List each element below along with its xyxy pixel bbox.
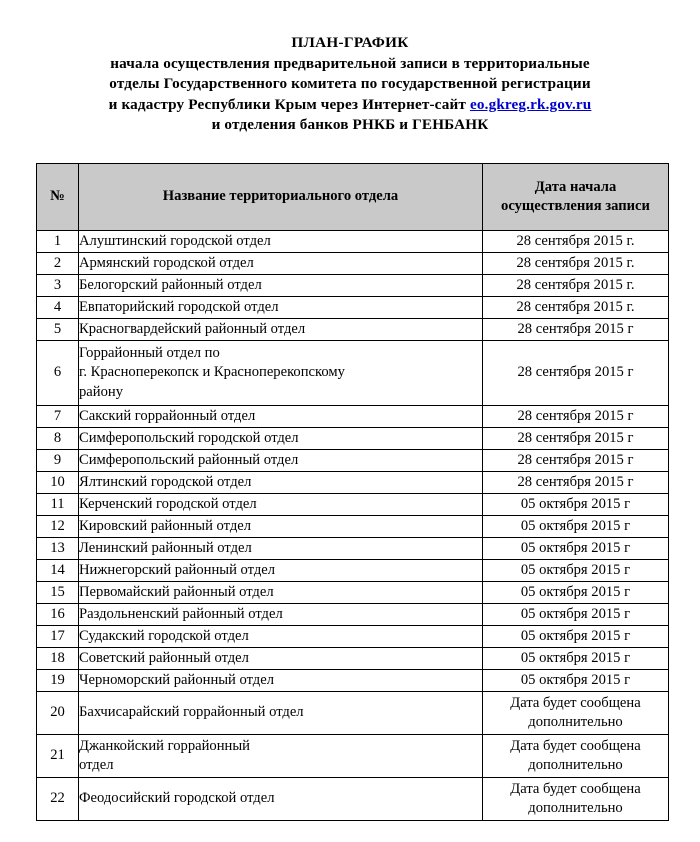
start-date-line: 28 сентября 2015 г xyxy=(517,320,634,337)
cell-row-number: 22 xyxy=(37,778,79,821)
cell-department-name xyxy=(79,297,483,319)
department-name-line: Горрайонный отдел по xyxy=(79,344,220,361)
cell-row-number: 16 xyxy=(37,604,79,626)
department-name-line: Керченский городской отдел xyxy=(79,495,257,512)
table-row xyxy=(37,406,669,428)
cell-start-date xyxy=(483,604,669,626)
department-name-line: Нижнегорский районный отдел xyxy=(79,561,276,578)
department-name-line: Армянский городской отдел xyxy=(79,254,254,271)
title-line-1: ПЛАН-ГРАФИК xyxy=(291,34,409,51)
cell-row-number: 20 xyxy=(37,692,79,735)
cell-row-number: 14 xyxy=(37,560,79,582)
cell-row-number: 6 xyxy=(37,341,79,406)
table-row xyxy=(37,253,669,275)
cell-row-number: 9 xyxy=(37,450,79,472)
department-name-line: Евпаторийский городской отдел xyxy=(79,298,279,315)
table-row xyxy=(37,626,669,648)
cell-department-name xyxy=(79,604,483,626)
title-line-4 xyxy=(0,95,700,116)
start-date-line: дополнительно xyxy=(528,800,623,816)
table-row xyxy=(37,516,669,538)
cell-department-name xyxy=(79,494,483,516)
start-date-line: 28 сентября 2015 г xyxy=(517,473,634,490)
column-header-name: Название территориального отдела xyxy=(79,164,483,231)
table-row xyxy=(37,735,669,778)
department-name-line: Симферопольский городской отдел xyxy=(79,429,299,446)
cell-department-name xyxy=(79,692,483,735)
cell-department-name xyxy=(79,450,483,472)
table-header xyxy=(37,164,669,231)
cell-row-number: 3 xyxy=(37,275,79,297)
cell-row-number: 5 xyxy=(37,319,79,341)
cell-department-name xyxy=(79,538,483,560)
table-row xyxy=(37,275,669,297)
cell-row-number: 21 xyxy=(37,735,79,778)
start-date-line: 05 октября 2015 г xyxy=(520,605,631,622)
department-name-line: Джанкойский горрайонный xyxy=(79,737,250,754)
start-date-line: 05 октября 2015 г xyxy=(520,649,631,666)
cell-row-number: 2 xyxy=(37,253,79,275)
cell-row-number: 7 xyxy=(37,406,79,428)
start-date-line: 28 сентября 2015 г. xyxy=(516,232,635,249)
table-row xyxy=(37,778,669,821)
title-line-4-text: и кадастру Республики Крым через Интернет-сайт xyxy=(108,95,470,113)
start-date-line: 05 октября 2015 г xyxy=(520,583,631,600)
column-header-date xyxy=(483,164,669,231)
table-row xyxy=(37,319,669,341)
cell-department-name xyxy=(79,428,483,450)
department-name-line: Сакский горрайонный отдел xyxy=(79,407,256,424)
cell-row-number: 19 xyxy=(37,670,79,692)
cell-department-name xyxy=(79,560,483,582)
cell-row-number: 11 xyxy=(37,494,79,516)
department-name-line: Ялтинский городской отдел xyxy=(79,473,252,490)
start-date-line: 28 сентября 2015 г. xyxy=(516,276,635,293)
department-name-line: Бахчисарайский горрайонный отдел xyxy=(79,704,304,721)
table-row xyxy=(37,692,669,735)
start-date-line: 28 сентября 2015 г. xyxy=(516,254,635,271)
department-name-line: району xyxy=(79,383,123,400)
table-body xyxy=(37,231,669,821)
cell-start-date xyxy=(483,406,669,428)
cell-start-date xyxy=(483,472,669,494)
start-date-line: 05 октября 2015 г xyxy=(520,627,631,644)
table-row xyxy=(37,472,669,494)
cell-start-date xyxy=(483,341,669,406)
column-header-date-line-2: осуществления xyxy=(501,198,602,214)
cell-row-number: 8 xyxy=(37,428,79,450)
cell-row-number: 18 xyxy=(37,648,79,670)
cell-start-date xyxy=(483,648,669,670)
cell-start-date xyxy=(483,494,669,516)
table-row xyxy=(37,450,669,472)
cell-department-name xyxy=(79,735,483,778)
table-row xyxy=(37,428,669,450)
table-row xyxy=(37,560,669,582)
title-line-2: начала осуществления предварительной записи в территориальные xyxy=(110,54,590,72)
department-name-line: Раздольненский районный отдел xyxy=(79,605,283,622)
start-date-line: 05 октября 2015 г xyxy=(520,671,631,688)
department-name-line: Советский районный отдел xyxy=(79,649,249,666)
cell-start-date xyxy=(483,516,669,538)
table-row xyxy=(37,648,669,670)
column-header-date-line-3: записи xyxy=(605,198,650,214)
cell-department-name xyxy=(79,406,483,428)
cell-start-date xyxy=(483,297,669,319)
cell-start-date xyxy=(483,253,669,275)
department-name-line: Первомайский районный отдел xyxy=(79,583,274,600)
cell-row-number: 10 xyxy=(37,472,79,494)
schedule-table-container xyxy=(36,163,668,821)
cell-row-number: 4 xyxy=(37,297,79,319)
department-name-line: Черноморский районный отдел xyxy=(79,671,274,688)
cell-start-date xyxy=(483,626,669,648)
title-line-3: отделы Государственного комитета по государственной регистрации xyxy=(109,75,591,93)
cell-row-number: 12 xyxy=(37,516,79,538)
table-row xyxy=(37,494,669,516)
department-name-line: Ленинский районный отдел xyxy=(79,539,252,556)
department-name-line: г. Красноперекопск и Красноперекопскому xyxy=(79,364,345,381)
cell-row-number: 13 xyxy=(37,538,79,560)
cell-start-date xyxy=(483,692,669,735)
department-name-line: Феодосийский городской отдел xyxy=(79,790,275,807)
cell-start-date xyxy=(483,428,669,450)
start-date-line: 28 сентября 2015 г xyxy=(517,429,634,446)
table-header-row xyxy=(37,164,669,231)
cell-department-name xyxy=(79,231,483,253)
column-header-number: № xyxy=(37,164,79,231)
table-row xyxy=(37,231,669,253)
department-name-line: Белогорский районный отдел xyxy=(79,276,262,293)
cell-start-date xyxy=(483,735,669,778)
start-date-line: 28 сентября 2015 г xyxy=(517,407,634,424)
department-name-line: Алуштинский городской отдел xyxy=(79,232,271,249)
cell-department-name xyxy=(79,582,483,604)
start-date-line: 05 октября 2015 г xyxy=(520,517,631,534)
department-name-line: отдел xyxy=(79,757,114,773)
start-date-line: Дата будет сообщена xyxy=(510,737,641,754)
start-date-line: Дата будет сообщена xyxy=(510,780,641,797)
cell-department-name xyxy=(79,626,483,648)
start-date-line: Дата будет сообщена xyxy=(510,694,641,711)
start-date-line: 28 сентября 2015 г xyxy=(517,364,634,381)
start-date-line: 28 сентября 2015 г. xyxy=(516,298,635,315)
cell-department-name xyxy=(79,516,483,538)
cell-department-name xyxy=(79,319,483,341)
cell-department-name xyxy=(79,472,483,494)
department-name-line: Кировский районный отдел xyxy=(79,517,252,534)
cell-start-date xyxy=(483,538,669,560)
department-name-line: Судакский городской отдел xyxy=(79,627,249,644)
cell-department-name xyxy=(79,275,483,297)
cell-start-date xyxy=(483,450,669,472)
cell-start-date xyxy=(483,231,669,253)
start-date-line: дополнительно xyxy=(528,757,623,773)
schedule-table xyxy=(36,163,669,821)
table-row xyxy=(37,297,669,319)
start-date-line: 05 октября 2015 г xyxy=(520,495,631,512)
table-row xyxy=(37,670,669,692)
title-line-5: и отделения банков РНКБ и ГЕНБАНК xyxy=(211,116,489,134)
cell-row-number: 17 xyxy=(37,626,79,648)
start-date-line: 05 октября 2015 г xyxy=(520,561,631,578)
department-name-line: Красногвардейский районный отдел xyxy=(79,320,306,337)
cell-start-date xyxy=(483,560,669,582)
table-row xyxy=(37,538,669,560)
start-date-line: 28 сентября 2015 г xyxy=(517,451,634,468)
start-date-line: дополнительно xyxy=(528,714,623,730)
cell-row-number: 15 xyxy=(37,582,79,604)
document-title-block xyxy=(0,0,700,136)
cell-start-date xyxy=(483,778,669,821)
cell-department-name xyxy=(79,341,483,406)
table-row xyxy=(37,582,669,604)
cell-start-date xyxy=(483,582,669,604)
cell-row-number: 1 xyxy=(37,231,79,253)
cell-start-date xyxy=(483,319,669,341)
start-date-line: 05 октября 2015 г xyxy=(520,539,631,556)
website-link[interactable]: eo.gkreg.rk.gov.ru xyxy=(469,95,592,113)
table-row xyxy=(37,604,669,626)
cell-department-name xyxy=(79,253,483,275)
cell-department-name xyxy=(79,778,483,821)
cell-start-date xyxy=(483,670,669,692)
cell-start-date xyxy=(483,275,669,297)
column-header-date-line-1: Дата начала xyxy=(534,178,617,195)
cell-department-name xyxy=(79,648,483,670)
department-name-line: Симферопольский районный отдел xyxy=(79,451,299,468)
cell-department-name xyxy=(79,670,483,692)
table-row xyxy=(37,341,669,406)
